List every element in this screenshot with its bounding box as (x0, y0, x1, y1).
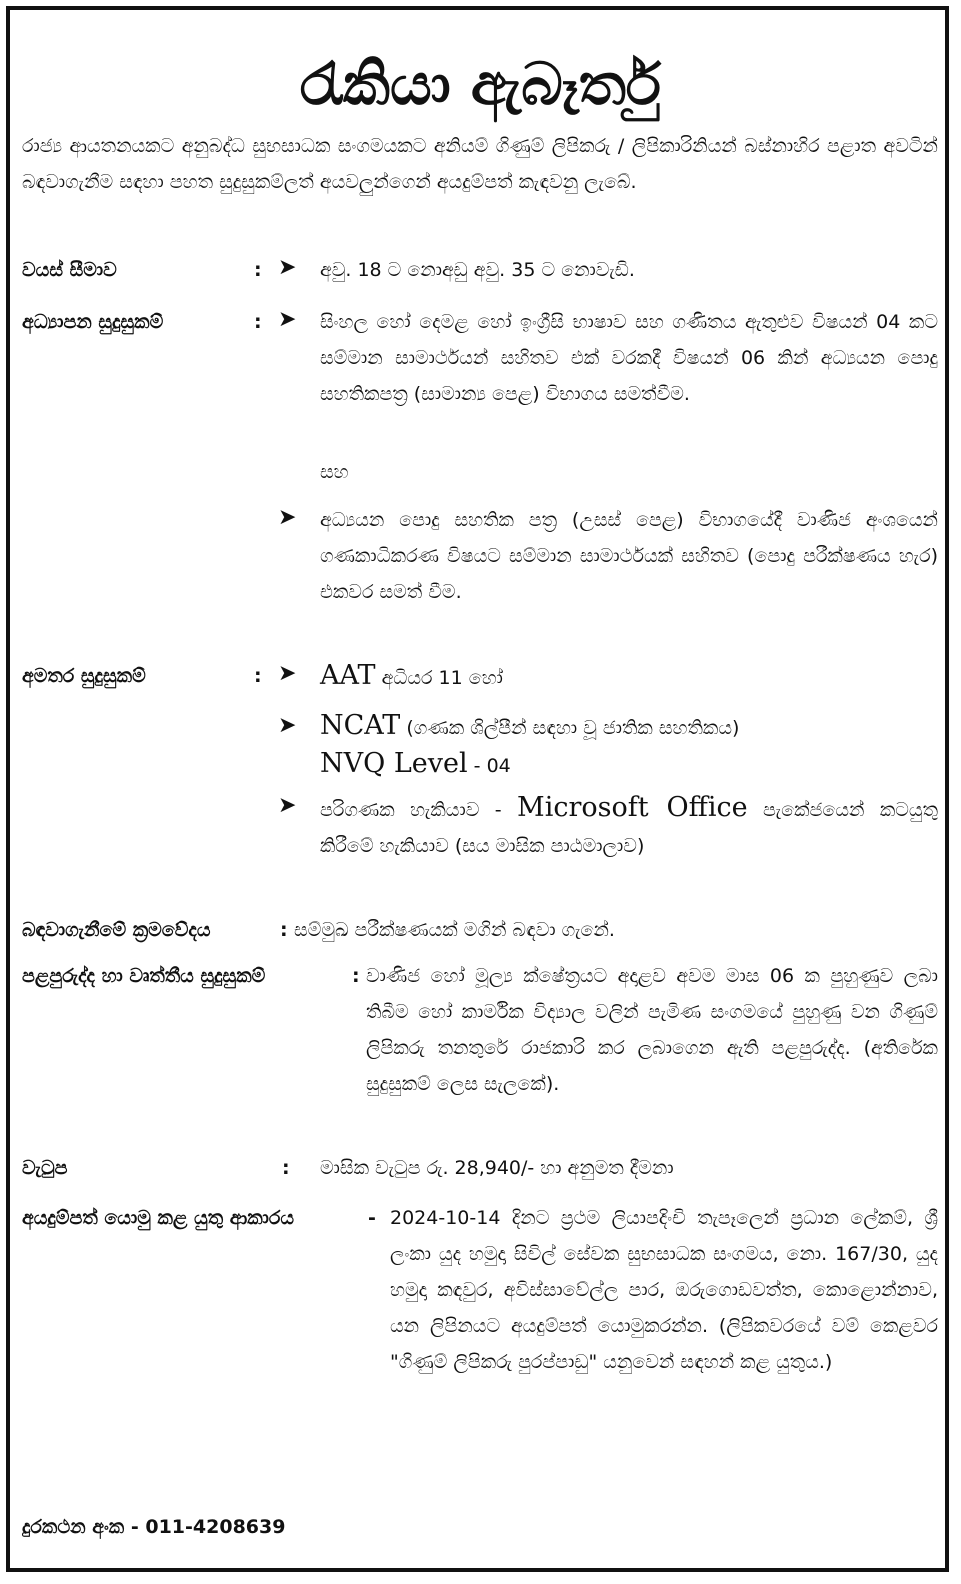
education-row (22, 304, 938, 644)
additional-row (22, 658, 938, 898)
arrow-bullet-icon: ➤ (278, 505, 297, 530)
experience-text: වාණිජ හෝ මූල්‍ය ක්ෂේත්‍රයට අදාළව අවම මාස 06 ක පුහුණුව ලබා තිබීම හෝ කාර්මික විද්‍යාල වලින් පැමිණ සංගමයේ පුහුණු වන ගිණුම් ලිපිකරු තනතුරේ රාජකාරි කර ලබාගෙන ඇති පළපුරුද්ද. (අතිරේක සුදුසුකම් ලෙස සැලකේ). (366, 965, 938, 1095)
aat-rest-text: අධියර 11 හෝ (381, 667, 503, 689)
apply-text: 2024-10-14 දිනට ප්‍රථම ලියාපදිංචි තැපෑලෙන් ප්‍රධාන ලේකම්, ශ්‍රී ලංකා යුද හමුදා සිවිල් සේවක සුභසාධක සංගමය, නො. 167/30, යුද හමුදා කඳවුර, අවිස්සාවේල්ල පාර, ඔරුගොඩවත්ත, කොළොන්නාව, යන ලිපිනයට අයදුම්පත් යොමුකරන්න. (ලිපිකවරයේ වම් කෙළවර "ගිණුම් ලිපිකරු පුරප්පාඩු" යනුවෙන් සඳහන් කළ යුතුය.) (390, 1207, 938, 1373)
apply-label: අයදුම්පත් යොමු කළ යුතු ආකාරය (22, 1207, 295, 1229)
phone-label: දුරකථන අංක (22, 1516, 125, 1538)
additional-item-aat (320, 658, 938, 696)
phone-row (22, 1509, 938, 1545)
method-row (22, 912, 938, 948)
method-label: බඳවාගැනීමේ ක්‍රමවේදය (22, 919, 211, 941)
microsoft-office-text: Microsoft Office (517, 792, 748, 823)
salary-label: වැටුප (22, 1157, 68, 1179)
age-text: අවු. 18 ට නොඅඩු අවු. 35 ට නොවැඩි. (320, 259, 635, 281)
method-text: සම්මුඛ පරීක්ෂණයක් මගින් බඳවා ගැනේ. (294, 919, 615, 941)
salary-row (22, 1150, 938, 1186)
nvq-text: NVQ Level (320, 748, 468, 779)
apply-row (22, 1200, 938, 1490)
ncat-rest-text: (ගණක ශිල්පීන් සඳහා වූ ජාතික සහතිකය) (406, 717, 740, 739)
arrow-bullet-icon: ➤ (278, 793, 297, 818)
education-label: අධ්‍යාපන සුදුසුකම් (22, 311, 164, 333)
phone-number: 011-4208639 (145, 1516, 286, 1538)
additional-colon: : (254, 665, 262, 687)
arrow-bullet-icon: ➤ (278, 661, 297, 686)
education-and: සහ (320, 461, 349, 483)
apply-dash: - (368, 1207, 376, 1229)
arrow-bullet-icon: ➤ (278, 255, 297, 280)
computer-text: පරිගණක හැකියාව - (320, 799, 502, 821)
arrow-bullet-icon: ➤ (278, 307, 297, 332)
experience-label: පළපුරුද්ද හා වෘත්තීය සුදුසුකම් (22, 965, 266, 987)
aat-text: AAT (320, 660, 376, 691)
phone-dash: - (130, 1516, 139, 1538)
education-colon: : (254, 311, 262, 333)
additional-item-ncat (320, 708, 938, 784)
age-row (22, 252, 938, 288)
method-colon: : (280, 919, 288, 941)
additional-item-computer (320, 790, 938, 864)
page-title: රැකියා ඇබෑර්තු (299, 50, 662, 118)
arrow-bullet-icon: ➤ (278, 713, 297, 738)
education-item-1: සිංහල හෝ දෙමළ හෝ ඉංග්‍රීසි භාෂාව සහ ගණිතය ඇතුළුව විෂයන් 04 කට සම්මාන සාමාර්ථයන් සහිතව එක් වරකදී විෂයන් 06 කින් අධ්‍යයන පොදු සහතිකපත්‍ර (සාමාන්‍ය පෙළ) විභාගය සමත්වීම. (320, 311, 938, 405)
salary-text: මාසික වැටුප රු. 28,940/- හා අනුමත දීමනා (320, 1157, 674, 1179)
computer-rest-text: පැකේජයෙන් කටයුතු කිරීමේ හැකියාව (සය මාසික පාඨමාලාව) (320, 799, 939, 857)
age-label: වයස් සීමාව (22, 259, 117, 281)
additional-label: අමතර සුදුසුකම් (22, 665, 146, 687)
age-colon: : (254, 259, 262, 281)
salary-colon: : (282, 1157, 290, 1179)
nvq-rest-text: - 04 (473, 755, 511, 777)
education-item-2: අධ්‍යයන පොදු සහතික පත්‍ර (උසස් පෙළ) විභාගයේදී වාණිජ අංශයෙන් ගණකාධිකරණ විෂයට සම්මාන සාමාර්ථයක් සහිතව (පොදු පරීක්ෂණය හැර) එකවර සමත් වීම. (320, 509, 938, 603)
experience-colon: : (352, 965, 360, 987)
experience-row (22, 958, 938, 1138)
intro-paragraph: රාජ්‍ය ආයතනයකට අනුබද්ධ සුභසාධක සංගමයකට අනියම් ගිණුම් ලිපිකරු / ලිපිකාරිනියන් බස්නාහිර පළාත අවටින් බඳවාගැනීම සඳහා පහත සුදුසුකම්ලත් අයවලුන්ගෙන් අයදුම්පත් කැඳවනු ලැබේ. (22, 135, 938, 193)
ncat-text: NCAT (320, 710, 401, 741)
